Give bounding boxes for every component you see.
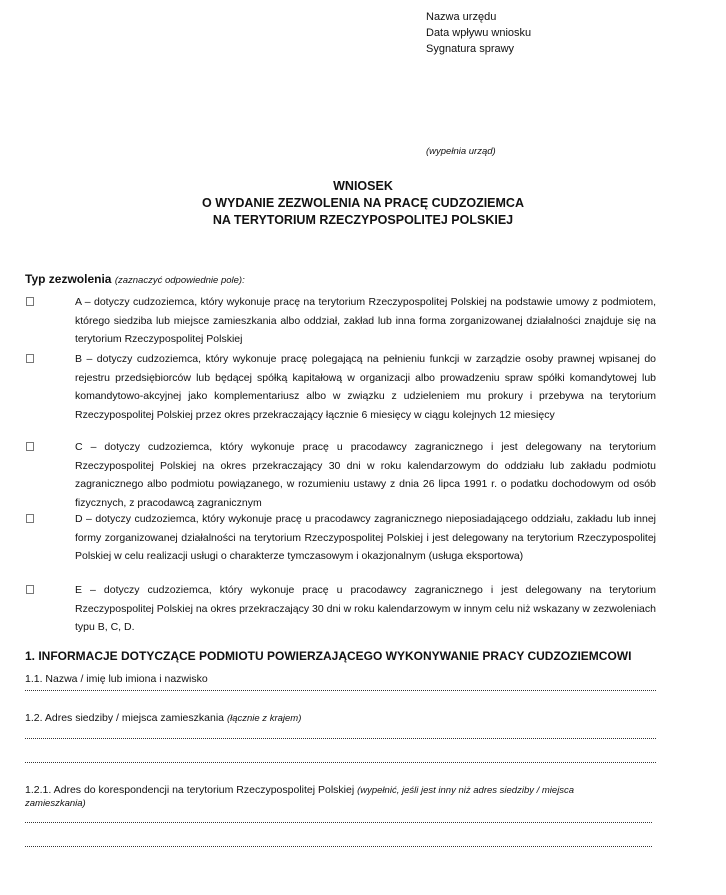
permit-d-checkbox[interactable]	[26, 514, 34, 523]
permit-type-heading	[25, 272, 245, 286]
permit-e-text: E – dotyczy cudzoziemca, który wykonuje pracę u pracodawcy zagranicznego i jest delegowany na terytorium Rzeczypospolitej Polskiej na okres przekraczający 30 dni w roku kalendarzowym w innym celu niż wskazany w zezwoleniach typu B, C, D.	[75, 584, 656, 634]
title-line-3: NA TERYTORIUM RZECZYPOSPOLITEJ POLSKIEJ	[212, 213, 514, 227]
field-1-2-label-text: 1.2. Adres siedziby / miejsca zamieszkania	[25, 712, 225, 724]
field-1-2-1-hint: (wypełnić, jeśli jest inny niż adres siedziby / miejsca zamieszkania)	[25, 785, 575, 809]
permit-type-hint: (zaznaczyć odpowiednie pole):	[114, 275, 245, 286]
field-1-2-input-line-1[interactable]	[25, 738, 656, 739]
permit-type-label: Typ zezwolenia	[25, 272, 112, 286]
field-1-2-input-line-2[interactable]	[25, 762, 656, 763]
office-name-label: Nazwa urzędu	[426, 11, 497, 23]
permit-d-text: D – dotyczy cudzoziemca, który wykonuje pracę u pracodawcy zagranicznego nieposiadającego oddziału, zakładu lub innej formy zorganizowanej działalności na terytorium Rzeczypospolitej Polskiej i jest delegowany na terytorium Rzeczypospolitej Polskiej w celu realizacji usługi o charakterze tymczasowym i okazjonalnym (usługa eksportowa)	[75, 513, 656, 563]
field-1-2-1-label-text: 1.2.1. Adres do korespondencji na terytorium Rzeczypospolitej Polskiej	[25, 784, 355, 796]
permit-b-text: B – dotyczy cudzoziemca, który wykonuje pracę polegającą na pełnieniu funkcji w zarządzie osoby prawnej wpisanej do rejestru przedsiębiorców lub będącej spółką kapitałową w organizacji albo prowadzeniu spraw spółki komandytowej lub komandytowo-akcyjnej jako komplementariusz albo w związku z udzieleniem mu prokury i przebywa na terytorium Rzeczypospolitej Polskiej przez okres przekraczający łącznie 6 miesięcy w ciągu kolejnych 12 miesięcy	[75, 353, 656, 421]
receipt-date-label: Data wpływu wniosku	[426, 27, 532, 39]
permit-c-text: C – dotyczy cudzoziemca, który wykonuje pracę u pracodawcy zagranicznego i jest delegowany na terytorium Rzeczypospolitej Polskiej na okres przekraczający 30 dni w roku kalendarzowym do oddziału lub zakładu podmiotu zagranicznego albo podmiotu powiązanego, w rozumieniu ustawy z dnia 26 lipca 1991 r. o podatku dochodowym od osób fizycznych, z pracodawcą zagranicznym	[75, 441, 656, 509]
section-1-heading: 1. INFORMACJE DOTYCZĄCE PODMIOTU POWIERZAJĄCEGO WYKONYWANIE PRACY CUDZOZIEMCOWI	[25, 649, 632, 663]
field-1-2-1-input-line-1[interactable]	[25, 822, 652, 823]
office-use-note: (wypełnia urząd)	[426, 146, 496, 157]
permit-a-checkbox[interactable]	[26, 297, 34, 306]
field-1-1-input-line[interactable]	[25, 690, 656, 691]
permit-b-checkbox[interactable]	[26, 354, 34, 363]
document-title	[0, 178, 726, 229]
permit-a-text: A – dotyczy cudzoziemca, który wykonuje pracę na terytorium Rzeczypospolitej Polskiej na podstawie umowy z podmiotem, którego siedziba lub miejsce zamieszkania albo oddział, zakład lub inna forma zorganizowanej działalności znajduje się na terytorium Rzeczypospolitej Polskiej	[75, 296, 656, 346]
title-line-2: O WYDANIE ZEZWOLENIA NA PRACĘ CUDZOZIEMCA	[202, 196, 524, 210]
field-1-2-hint: (łącznie z krajem)	[226, 713, 302, 724]
case-reference-label: Sygnatura sprawy	[426, 43, 515, 55]
field-1-2-1-label	[25, 784, 625, 810]
field-1-2-1-input-line-2[interactable]	[25, 846, 652, 847]
permit-e-checkbox[interactable]	[26, 585, 34, 594]
field-1-2-label	[25, 712, 301, 724]
field-1-1-label: 1.1. Nazwa / imię lub imiona i nazwisko	[25, 673, 208, 685]
permit-c-checkbox[interactable]	[26, 442, 34, 451]
title-line-1: WNIOSEK	[333, 179, 393, 193]
office-use-block	[426, 9, 531, 57]
